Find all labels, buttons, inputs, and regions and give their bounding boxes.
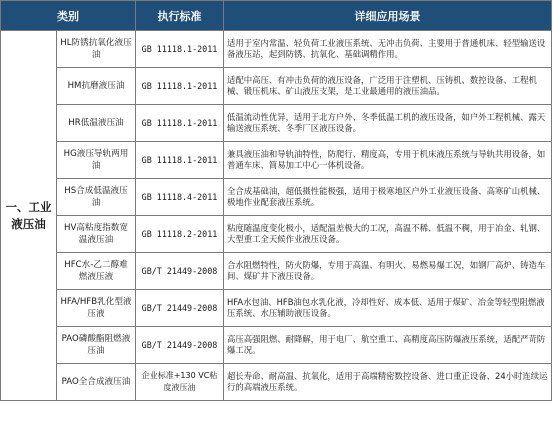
product-name: HS合成低温液压油 xyxy=(57,179,136,216)
product-name: HL防锈抗氧化液压油 xyxy=(57,31,136,68)
table-row xyxy=(1,142,552,179)
product-scene: 适用于室内常温、轻负荷工业液压系统、无冲击负荷、主要用于普通机床、轻型输送设备液压站，起到防锈、抗氧化、基础调精作用。 xyxy=(224,31,552,68)
header-row xyxy=(1,1,552,31)
product-name: HG液压导轨两用油 xyxy=(57,142,136,179)
header-scene: 详细应用场景 xyxy=(224,1,552,31)
category-line-1: 一、工业 xyxy=(5,199,52,214)
product-scene: 低温流动性优异，适用于北方户外、冬季低温工机的液压设备，如户外工程机械、露天输送液压系统、冬季厂区液压设备。 xyxy=(224,105,552,142)
table-row xyxy=(1,216,552,253)
product-standard: GB/T 21449-2008 xyxy=(136,290,224,327)
product-standard: GB/T 21449-2008 xyxy=(136,327,224,364)
product-scene: 合水阻燃特性，防火防爆，专用于高温、有明火、易燃易爆工况，如钢厂高炉、铸造车间、煤矿井下液压设备。 xyxy=(224,253,552,290)
product-scene: 全合成基础油，超低摄性能极强，适用于极寒地区户外工业液压设备、高寒矿山机械、极地作业配套液压系统。 xyxy=(224,179,552,216)
table-row xyxy=(1,253,552,290)
category-cell xyxy=(1,31,57,401)
product-scene: 兼具液压油和导轨油特性，防爬行、精度高，专用于机床液压系统与导轨共用设备，如普通车床、简易加工中心一体机设备。 xyxy=(224,142,552,179)
table-row xyxy=(1,290,552,327)
table-row xyxy=(1,179,552,216)
product-scene: 适配中高压、有冲击负荷的液压设备，广泛用于注塑机、压铸机、数控设备、工程机械、锻压机床、矿山液压支架，是工业最通用的液压油品。 xyxy=(224,68,552,105)
product-scene: 高压高强阻燃、耐降解，用于电厂、航空重工、高精度高压防爆液压系统，适配严苛防爆工况。 xyxy=(224,327,552,364)
table-row xyxy=(1,105,552,142)
product-standard: GB 11118.1-2011 xyxy=(136,105,224,142)
product-standard: GB 11118.1-2011 xyxy=(136,31,224,68)
product-scene: HFA水包油、HFB油包水乳化液，冷却性好、成本低、适用于煤矿、冶金等轻型阻燃液压系统、水压辅助液压设备。 xyxy=(224,290,552,327)
product-name: HFC水-乙二醇难燃液压液 xyxy=(57,253,136,290)
product-name: HM抗磨液压油 xyxy=(57,68,136,105)
product-scene: 超长寿命、耐高温、抗氧化，适用于高端精密数控设备、进口重正设备、24小时连续运行的高端液压系统。 xyxy=(224,364,552,401)
table-row xyxy=(1,364,552,401)
header-category: 类别 xyxy=(1,1,136,31)
product-scene: 粘度随温度变化极小，适配温差极大的工况，高温不稀、低温不稠，用于冶金、轧钢、大型重工全天候作业液压设备。 xyxy=(224,216,552,253)
product-name: HFA/HFB乳化型液压液 xyxy=(57,290,136,327)
table-row xyxy=(1,68,552,105)
table-row xyxy=(1,327,552,364)
product-name: PAO全合成液压油 xyxy=(57,364,136,401)
product-name: PAO磷酸酯阻燃液压油 xyxy=(57,327,136,364)
product-name: HV高粘度指数宽温液压油 xyxy=(57,216,136,253)
product-standard: GB/T 21449-2008 xyxy=(136,253,224,290)
product-standard: GB 11118.1-2011 xyxy=(136,68,224,105)
product-standard: GB 11118.1-2011 xyxy=(136,142,224,179)
table-body xyxy=(1,31,552,401)
product-standard: GB 11118.4-2011 xyxy=(136,179,224,216)
header-standard: 执行标准 xyxy=(136,1,224,31)
category-line-2: 液压油 xyxy=(11,216,46,231)
table-row xyxy=(1,31,552,68)
product-standard: GB 11118.2-2011 xyxy=(136,216,224,253)
product-standard: 企业标准+130 VC粘度液压油 xyxy=(136,364,224,401)
product-name: HR低温液压油 xyxy=(57,105,136,142)
